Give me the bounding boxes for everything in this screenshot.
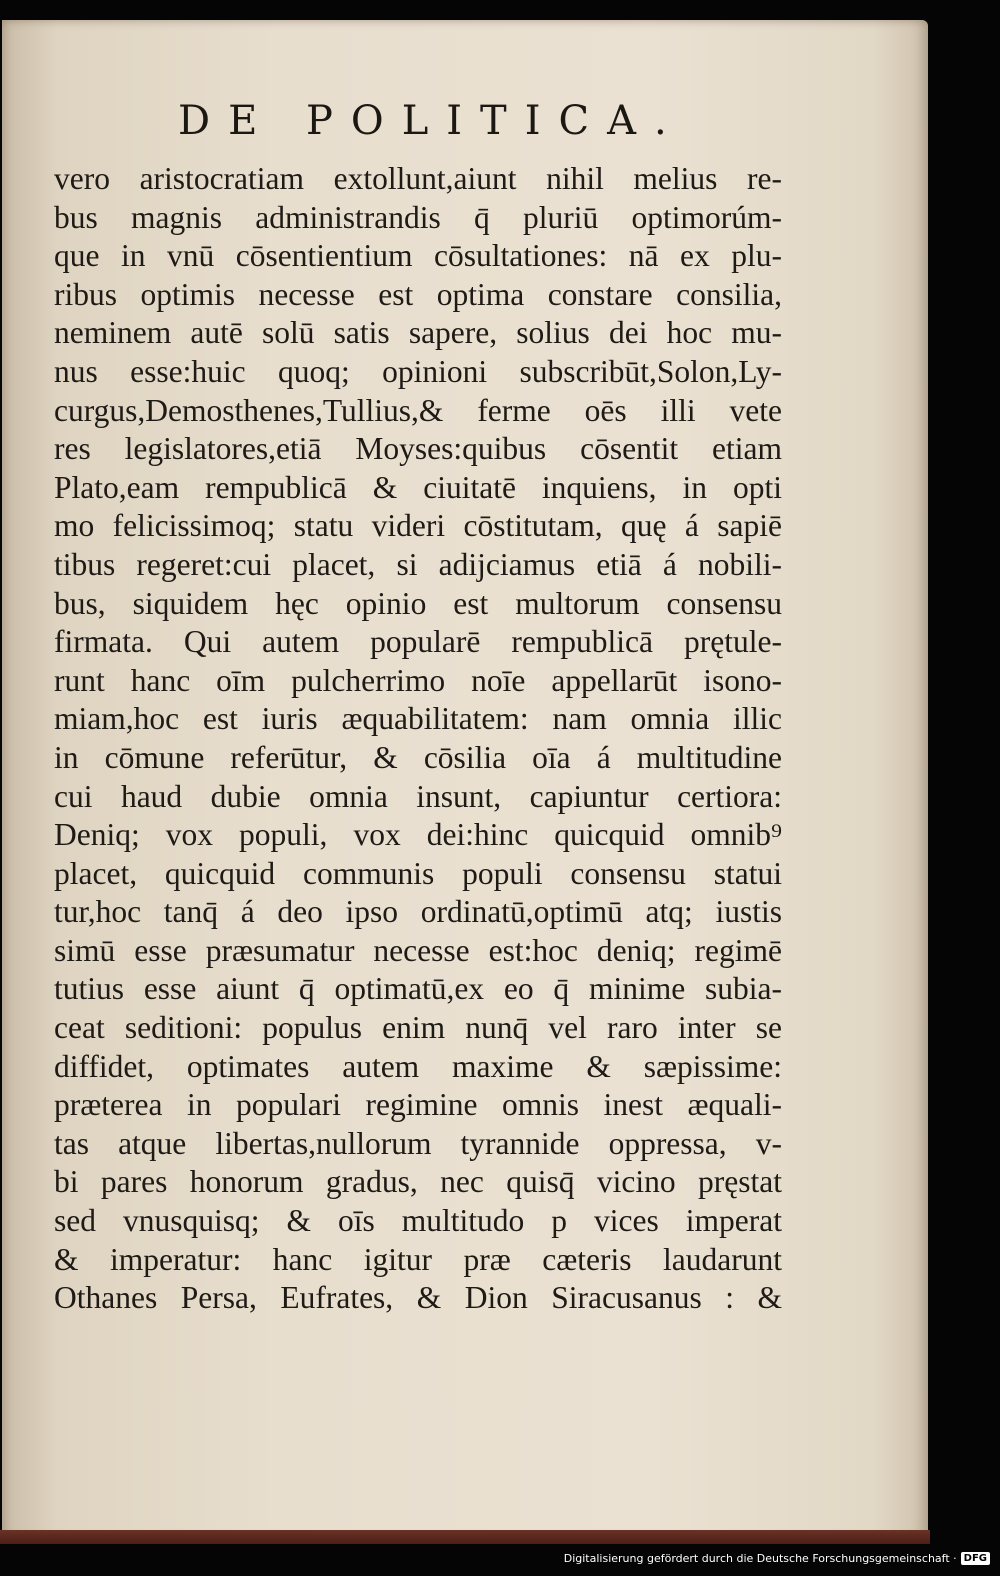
running-head: DE POLITICA. — [178, 98, 685, 144]
text-line: tur,hoc tanq̄ á deo ipso ordinatū,optimū atq; iustis — [54, 894, 782, 930]
text-line: que in vnū cōsentientium cōsultationes: nā ex plu- — [54, 238, 782, 274]
text-line: Deniq; vox populi, vox dei:hinc quicquid omnib⁹ — [54, 817, 782, 853]
text-line: bi pares honorum gradus, nec quisq̄ vicino pręstat — [54, 1164, 782, 1200]
text-line: sed vnusquisq; & oīs multitudo p vices imperat — [54, 1203, 782, 1239]
text-line: runt hanc oīm pulcherrimo noīe appellarūt isono- — [54, 662, 782, 698]
text-line: miam,hoc est iuris æquabilitatem: nam omnia illic — [54, 701, 782, 737]
text-line: tibus regeret:cui placet, si adijciamus etiā á nobili- — [54, 546, 782, 582]
digitization-credit — [564, 1552, 990, 1565]
text-line: & imperatur: hanc igitur præ cæteris laudarunt — [54, 1241, 782, 1277]
text-line: tutius esse aiunt q̄ optimatū,ex eo q̄ minime subia- — [54, 971, 782, 1007]
text-block — [54, 160, 782, 1318]
text-line: ceat seditioni: populus enim nunq̄ vel raro inter se — [54, 1010, 782, 1046]
text-line: simū esse præsumatur necesse est:hoc deniq; regimē — [54, 932, 782, 968]
text-line: res legislatores,etiā Moyses:quibus cōsentit etiam — [54, 431, 782, 467]
text-line: bus magnis administrandis q̄ pluriū optimorúm- — [54, 199, 782, 235]
dfg-logo: DFG — [961, 1552, 990, 1565]
text-line: vero aristocratiam extollunt,aiunt nihil melius re- — [54, 161, 782, 196]
text-line: præterea in populari regimine omnis inest æquali- — [54, 1087, 782, 1123]
text-line: bus, siquidem hęc opinio est multorum consensu — [54, 585, 782, 621]
text-line: placet, quicquid communis populi consensu statui — [54, 855, 782, 891]
text-line: ribus optimis necesse est optima constare consilia, — [54, 276, 782, 312]
text-line: firmata. Qui autem popularē rempublicā prętule- — [54, 624, 782, 660]
text-line: mo felicissimoq; statu videri cōstitutam, quę á sapiē — [54, 508, 782, 544]
text-line: tas atque libertas,nullorum tyrannide oppressa, v- — [54, 1125, 782, 1161]
text-line: nus esse:huic quoq; opinioni subscribūt,Solon,Ly- — [54, 353, 782, 389]
text-line: cui haud dubie omnia insunt, capiuntur certiora: — [54, 778, 782, 814]
text-line: Plato,eam rempublicā & ciuitatē inquiens, in opti — [54, 469, 782, 505]
book-page — [2, 20, 928, 1538]
text-line: curgus,Demosthenes,Tullius,& ferme oēs illi vete — [54, 392, 782, 428]
page-edge — [0, 1530, 930, 1544]
credit-text: Digitalisierung gefördert durch die Deutsche Forschungsgemeinschaft · — [563, 1552, 957, 1565]
text-line: neminem autē solū satis sapere, solius dei hoc mu- — [54, 315, 782, 351]
text-line: in cōmune referūtur, & cōsilia oīa á multitudine — [54, 739, 782, 775]
text-line: Othanes Persa, Eufrates, & Dion Siracusanus : & — [54, 1280, 782, 1316]
text-line: diffidet, optimates autem maxime & sæpissime: — [54, 1048, 782, 1084]
